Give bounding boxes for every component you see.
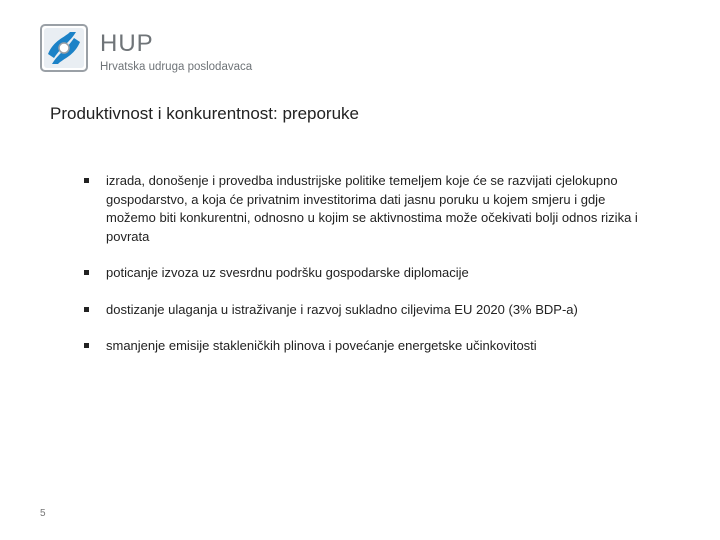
list-item [84,264,644,283]
hup-logo-icon [40,24,88,72]
list-item [84,172,644,246]
page-number: 5 [40,508,46,519]
list-item-text: smanjenje emisije stakleničkih plinova i povećanje energetske učinkovitosti [106,338,537,353]
list-item-text: poticanje izvoza uz svesrdnu podršku gospodarske diplomacije [106,265,469,280]
list-item-text: izrada, donošenje i provedba industrijske politike temeljem koje će se razvijati cjelokupno gospodarstvo, a koja će privatnim investitorima dati jasnu poruku u kojem smjeru i gdje možemo biti konkurentni, odnosno u kojim se aktivnostima može očekivati bolji odnos rizika i povrata [106,173,638,244]
list-item [84,301,644,320]
bullet-square-icon [84,270,89,275]
bullet-square-icon [84,307,89,312]
page-title: Produktivnost i konkurentnost: preporuke [50,104,360,123]
logo-subtitle: Hrvatska udruga poslodavaca [100,61,253,73]
logo [40,24,252,74]
logo-name: HUP [100,30,154,57]
bullet-list [84,172,644,356]
list-item [84,337,644,356]
logo-text [100,32,252,74]
bullet-square-icon [84,343,89,348]
list-item-text: dostizanje ulaganja u istraživanje i razvoj sukladno ciljevima EU 2020 (3% BDP-a) [106,301,578,317]
bullet-square-icon [84,178,89,183]
